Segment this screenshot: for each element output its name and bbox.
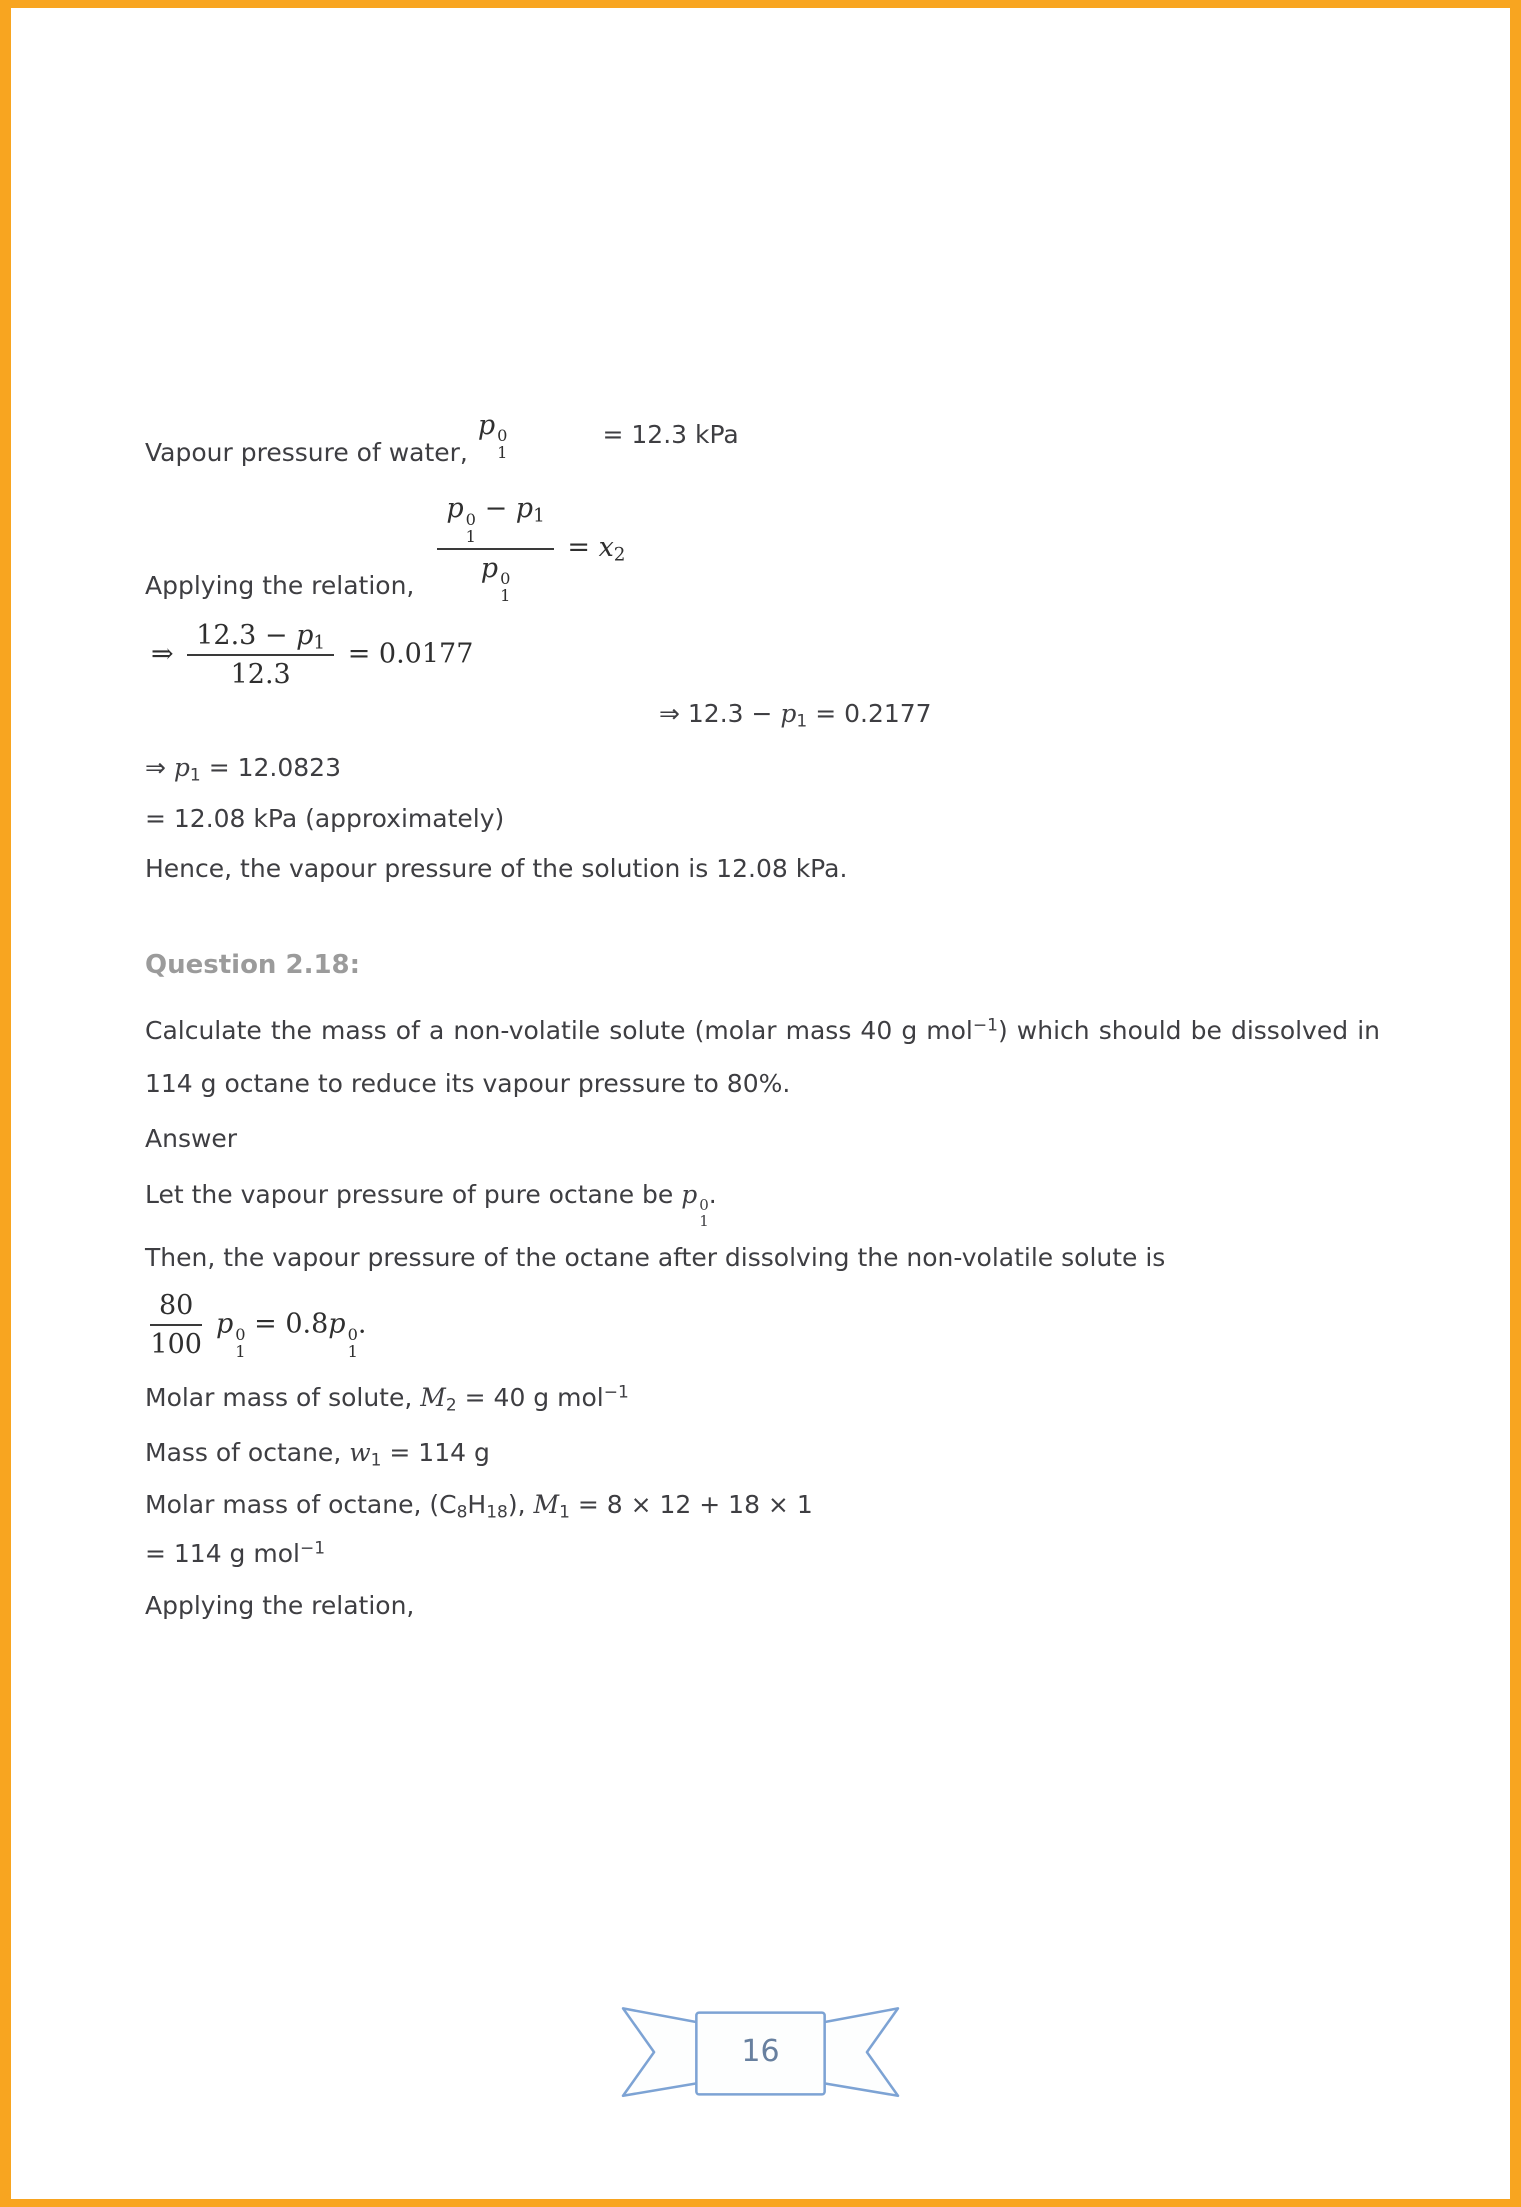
question-text: Calculate the mass of a non-volatile solute (molar mass 40 g mol$^{-1}$) which should be dissolved in 114 g octane to reduce its vapour pressure to 80%.	[145, 1015, 1380, 1099]
molar-mass-solute-line: Molar mass of solute, $M_2 = 40$ g mol$^{-1}$	[145, 1382, 629, 1416]
equals-114-line: = 114 g mol$^{-1}$	[145, 1538, 326, 1568]
step-3-line: ⇒ $p_1 = 12.0823$	[145, 753, 341, 786]
page-number: 16	[741, 2034, 780, 2069]
step-4-line: = 12.08 kPa (approximately)	[145, 803, 505, 833]
applying-relation-line-2: Applying the relation,	[145, 1591, 415, 1621]
applying-relation-line-1	[145, 493, 1380, 605]
molar-mass-octane-line: Molar mass of octane, $(C_8H_{18})$, $M_1 = 8 \times 12 + 18 \times 1$	[145, 1490, 813, 1523]
page-number-ribbon	[616, 2004, 905, 2103]
octane-pressure-formula: $\frac{80}{100}$ p 0 1 = 0.8p 0 1 .	[150, 1290, 367, 1361]
vapour-pressure-label: Vapour pressure of water,	[145, 438, 468, 468]
vapour-pressure-line	[145, 410, 1380, 467]
page-content	[11, 8, 1510, 1644]
step-2-line: ⇒ $12.3 - p_1 = 0.2177$	[659, 698, 932, 732]
then-vapour-pressure-line: Then, the vapour pressure of the octane after dissolving the non-volatile solute is	[145, 1242, 1166, 1272]
answer-label: Answer	[145, 1123, 238, 1153]
vapour-pressure-value: = 12.3 kPa	[602, 420, 739, 450]
raoult-relation-formula: p 0 1 − $p_1$ p 0 1 = $x_2$	[432, 493, 625, 604]
question-heading: Question 2.18:	[145, 949, 361, 980]
applying-relation-label: Applying the relation,	[145, 570, 415, 600]
substitution-step-formula: ⇒ $\frac{12.3 - p_1}{12.3}$ = 0.0177	[151, 619, 474, 690]
mass-octane-line: Mass of octane, $w_1 = 114$ g	[145, 1437, 490, 1470]
let-vapour-pressure-line: Let the vapour pressure of pure octane be p 0 1 .	[145, 1180, 717, 1230]
hence-conclusion-line: Hence, the vapour pressure of the solution is 12.08 kPa.	[145, 854, 848, 884]
p1-naught-formula: p 0 1	[477, 410, 508, 463]
